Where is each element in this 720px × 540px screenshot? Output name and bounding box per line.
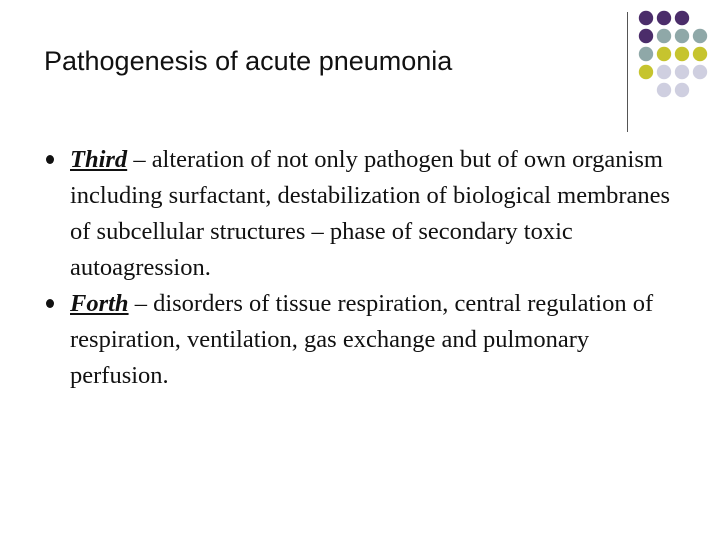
decorative-dot bbox=[639, 47, 653, 61]
list-item bbox=[46, 286, 686, 394]
slide-title: Pathogenesis of acute pneumonia bbox=[44, 46, 453, 76]
stage-term: Third bbox=[70, 146, 128, 173]
decorative-dot bbox=[657, 83, 671, 97]
decorative-dot bbox=[657, 65, 671, 79]
decorative-dot bbox=[693, 65, 707, 79]
stage-description: – disorders of tissue respiration, central regulation of respiration, ventilation, gas exchange and pulmonary perfusion. bbox=[70, 290, 654, 389]
decorative-dot bbox=[693, 47, 707, 61]
bullet-icon bbox=[46, 299, 54, 308]
decorative-dot-grid bbox=[0, 0, 720, 130]
decorative-dot bbox=[675, 65, 689, 79]
decorative-dot bbox=[675, 47, 689, 61]
decorative-dot bbox=[693, 29, 707, 43]
decorative-dot bbox=[657, 29, 671, 43]
decorative-dot bbox=[657, 47, 671, 61]
stage-description: – alteration of not only pathogen but of own organism including surfactant, destabilization of biological membranes of subcellular structures – phase of secondary toxic autoagression. bbox=[70, 146, 671, 281]
list-item bbox=[46, 142, 686, 286]
decorative-dot bbox=[639, 11, 653, 25]
decorative-dot bbox=[675, 11, 689, 25]
decorative-dot bbox=[657, 11, 671, 25]
decorative-dot bbox=[675, 29, 689, 43]
bullet-icon bbox=[46, 155, 54, 164]
decorative-dot bbox=[639, 29, 653, 43]
decorative-dot bbox=[675, 83, 689, 97]
decorative-dot bbox=[639, 65, 653, 79]
bullet-list bbox=[46, 142, 686, 394]
stage-term: Forth bbox=[70, 290, 129, 317]
